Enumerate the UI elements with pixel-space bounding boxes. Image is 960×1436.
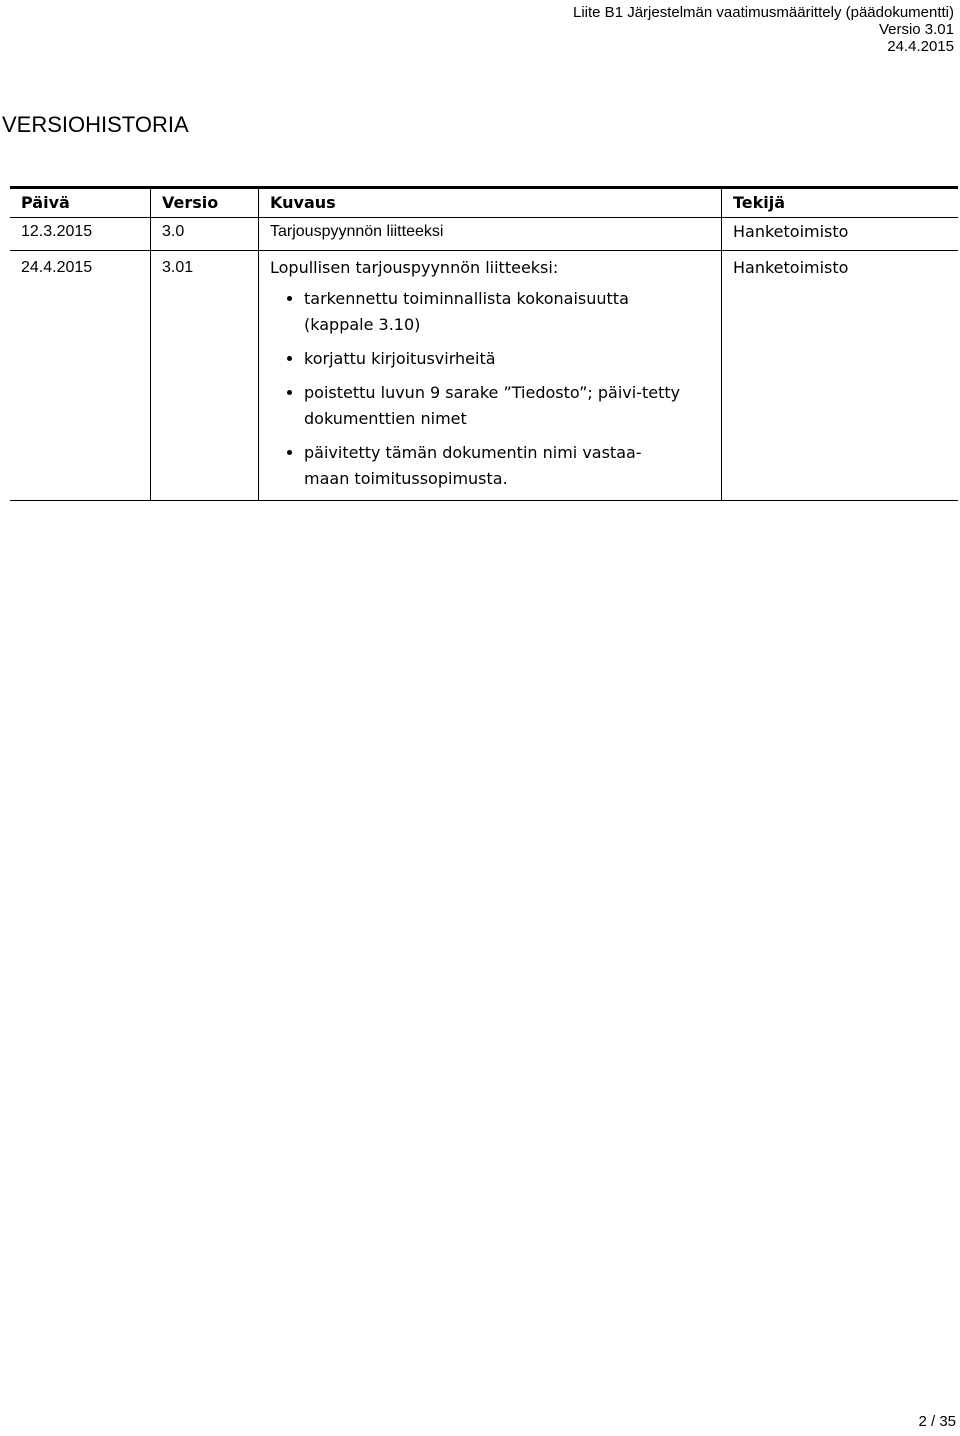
table-row	[10, 218, 958, 251]
list-item: • tarkennettu toiminnallista kokonaisuutta (kappale 3.10)	[304, 286, 684, 338]
cell-author: Hanketoimisto	[722, 218, 959, 251]
cell-version: 3.01	[151, 251, 259, 501]
cell-description	[259, 251, 722, 501]
cell-version: 3.0	[151, 218, 259, 251]
table-header-row	[10, 188, 958, 218]
list-item: • päivitetty tämän dokumentin nimi vastaa-maan toimitussopimusta.	[304, 440, 684, 492]
cell-date: 12.3.2015	[10, 218, 151, 251]
table-row	[10, 251, 958, 501]
column-header-version: Versio	[151, 188, 259, 218]
list-item: • poistettu luvun 9 sarake ”Tiedosto”; päivi-tetty dokumenttien nimet	[304, 380, 684, 432]
column-header-author: Tekijä	[722, 188, 959, 218]
description-intro: Lopullisen tarjouspyynnön liitteeksi:	[270, 258, 559, 277]
page-title: VERSIOHISTORIA	[2, 112, 189, 137]
column-header-date: Päivä	[10, 188, 151, 218]
document-header	[573, 4, 954, 55]
cell-author: Hanketoimisto	[722, 251, 959, 501]
version-history-table	[10, 186, 958, 501]
document-title: Liite B1 Järjestelmän vaatimusmäärittely (päädokumentti)	[573, 4, 954, 21]
change-list	[270, 286, 710, 492]
cell-description: Tarjouspyynnön liitteeksi	[259, 218, 722, 251]
document-version: Versio 3.01	[878, 21, 954, 38]
list-item: • korjattu kirjoitusvirheitä	[304, 346, 684, 372]
page-number: 2 / 35	[918, 1413, 956, 1430]
column-header-description: Kuvaus	[259, 188, 722, 218]
cell-date: 24.4.2015	[10, 251, 151, 501]
document-date: 24.4.2015	[887, 38, 954, 55]
